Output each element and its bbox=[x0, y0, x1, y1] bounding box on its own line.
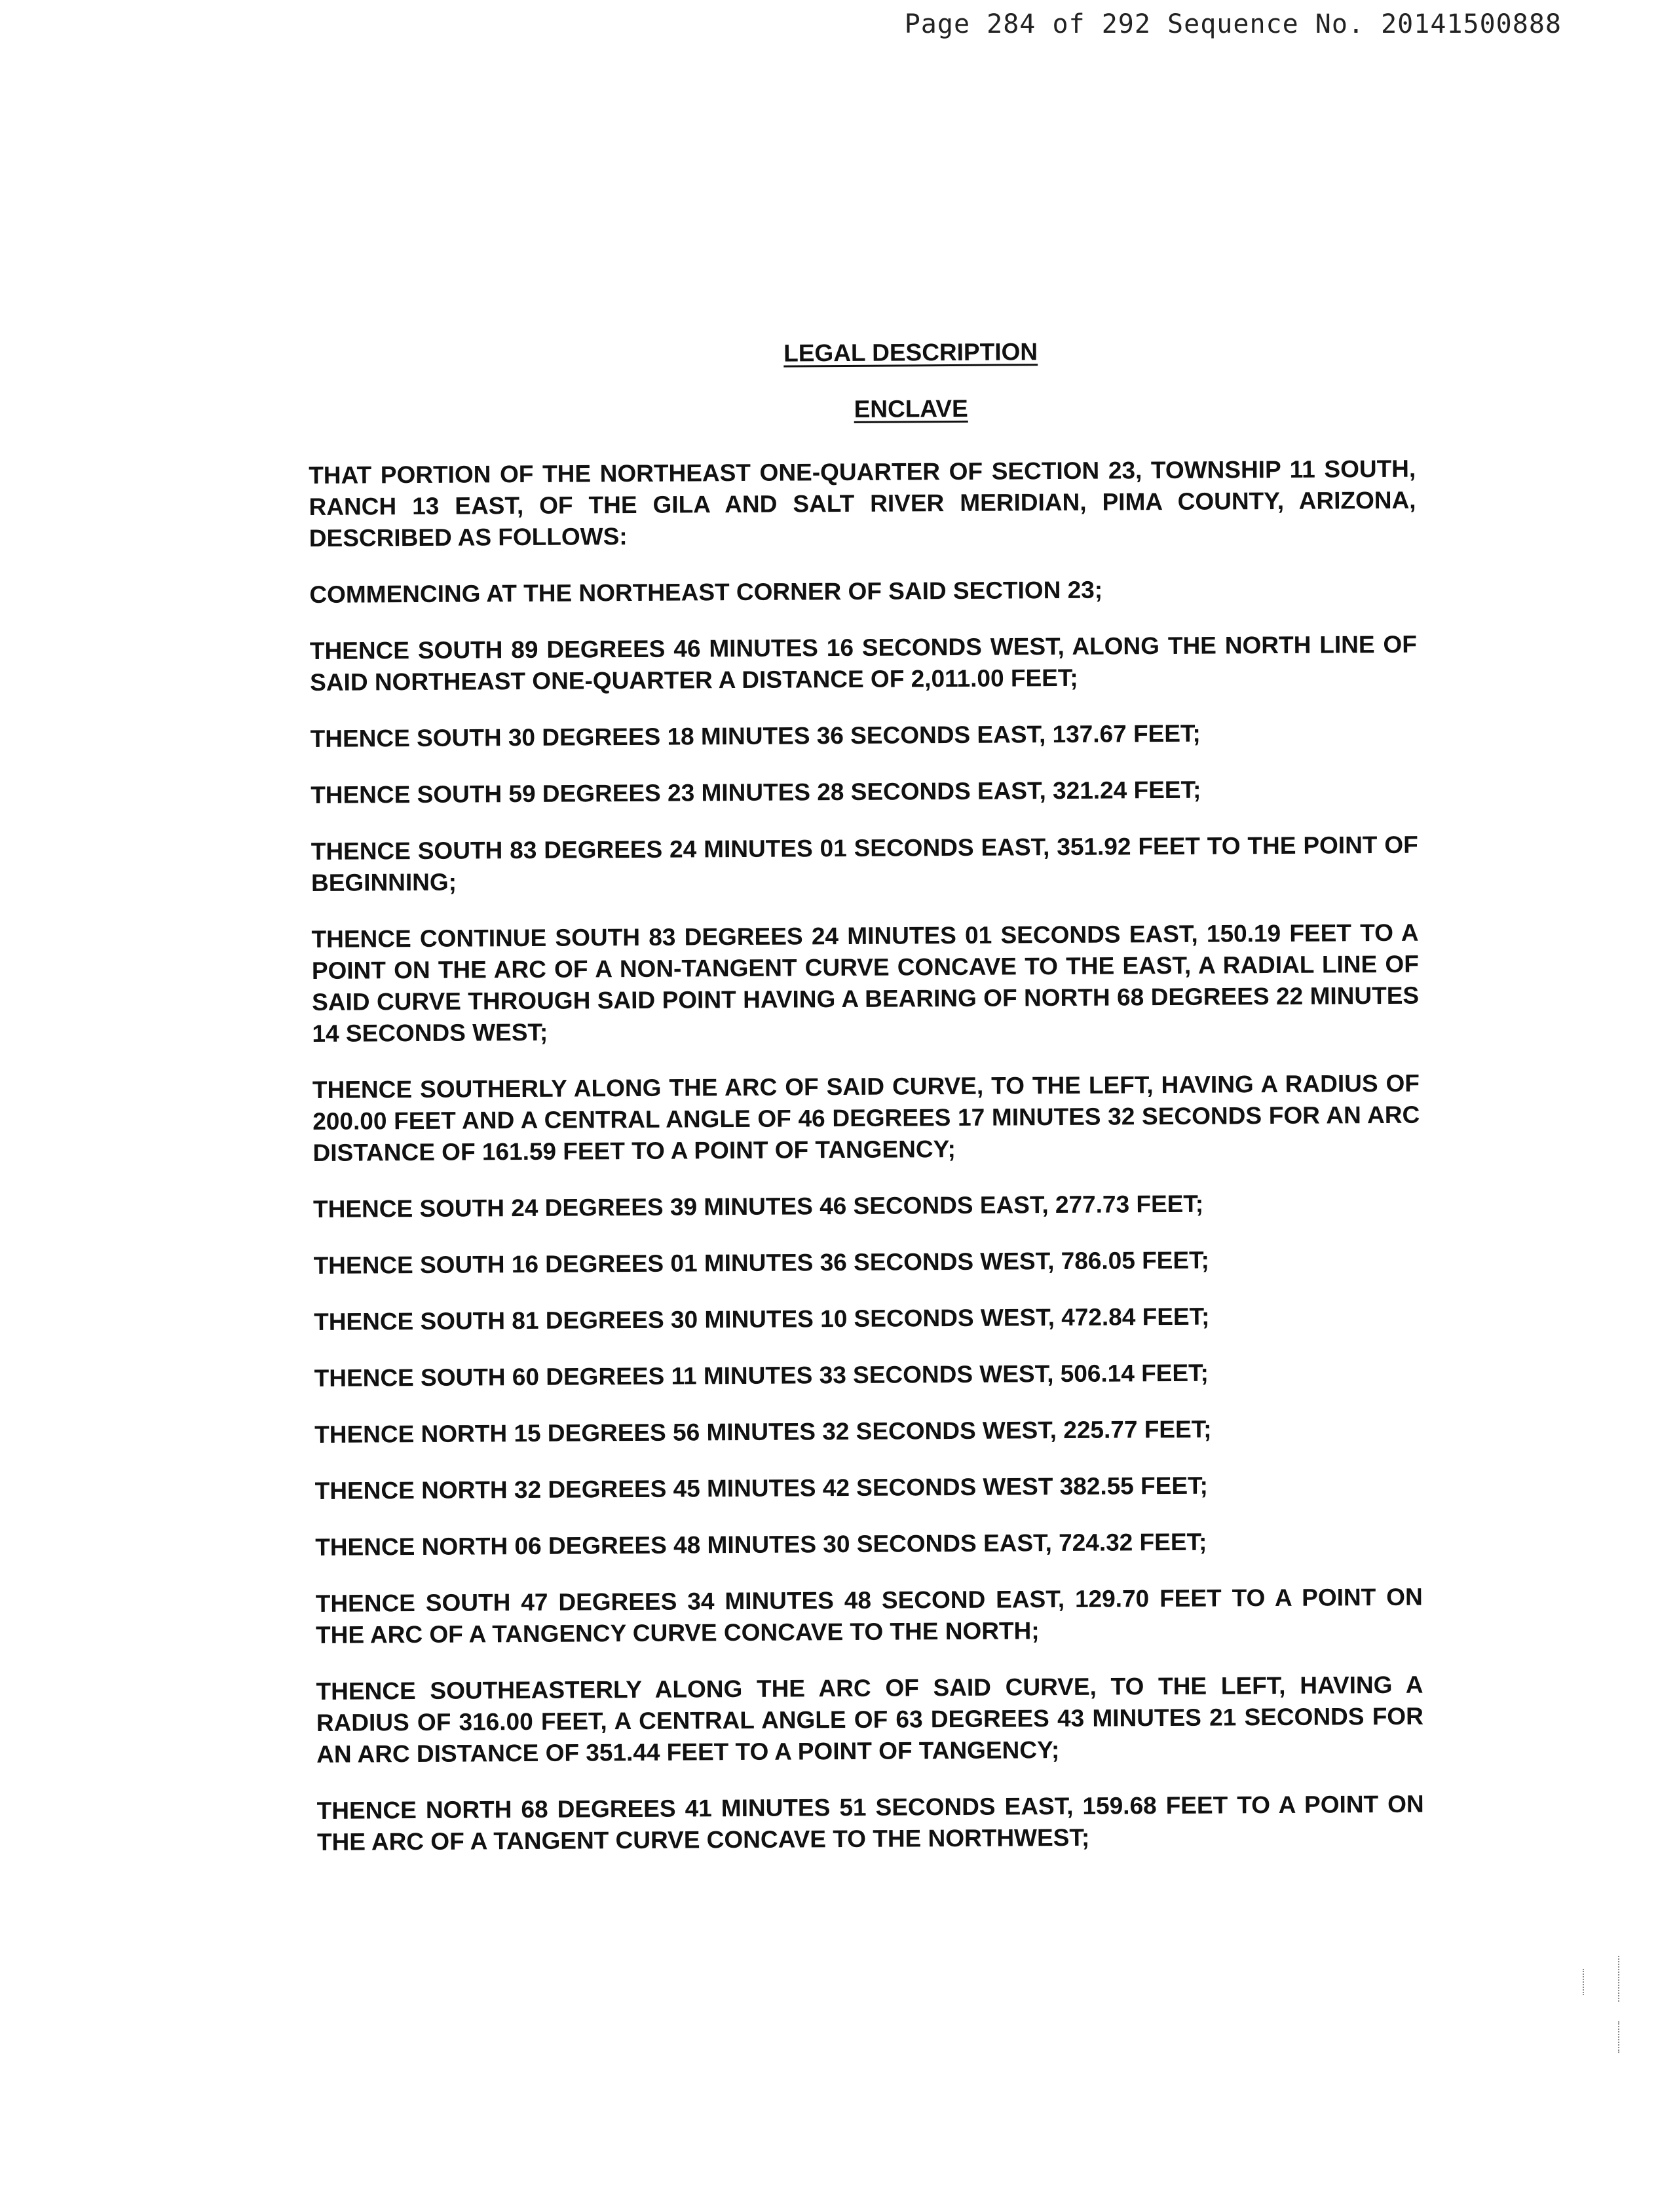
paragraph-course-2: THENCE SOUTH 30 DEGREES 18 MINUTES 36 SECONDS EAST, 137.67 FEET; bbox=[310, 719, 1201, 752]
document-subtitle: ENCLAVE bbox=[854, 394, 968, 423]
scan-mark-right-upper bbox=[1618, 1956, 1621, 2002]
legal-description-document bbox=[308, 334, 1424, 1883]
paragraph-course-13: THENCE NORTH 06 DEGREES 48 MINUTES 30 SECONDS EAST, 724.32 FEET; bbox=[315, 1528, 1207, 1561]
paragraph-course-14: THENCE SOUTH 47 DEGREES 34 MINUTES 48 SECOND EAST, 129.70 FEET TO A POINT ON THE ARC OF A TANGENCY CURVE CONCAVE TO THE NORTH; bbox=[315, 1583, 1423, 1649]
paragraph-commencing: COMMENCING AT THE NORTHEAST CORNER OF SAID SECTION 23; bbox=[309, 576, 1103, 608]
paragraph-course-8: THENCE SOUTH 16 DEGREES 01 MINUTES 36 SECONDS WEST, 786.05 FEET; bbox=[313, 1246, 1210, 1279]
paragraph-course-12: THENCE NORTH 32 DEGREES 45 MINUTES 42 SECONDS WEST 382.55 FEET; bbox=[314, 1472, 1208, 1504]
paragraph-course-10: THENCE SOUTH 60 DEGREES 11 MINUTES 33 SECONDS WEST, 506.14 FEET; bbox=[314, 1359, 1209, 1392]
paragraph-intro: THAT PORTION OF THE NORTHEAST ONE-QUARTER OF SECTION 23, TOWNSHIP 11 SOUTH, RANCH 13 EAST, OF THE GILA AND SALT RIVER MERIDIAN, PIMA COUNTY, ARIZONA, DESCRIBED AS FOLLOWS: bbox=[309, 455, 1416, 552]
paragraph-course-5: THENCE CONTINUE SOUTH 83 DEGREES 24 MINUTES 01 SECONDS EAST, 150.19 FEET TO A POINT ON THE ARC OF A NON-TANGENT CURVE CONCAVE TO THE EAST, A RADIAL LINE OF SAID CURVE THROUGH SAID POINT HAVING A BEARING OF NORTH 68 DEGREES 22 MINUTES 14 SECONDS WEST; bbox=[311, 919, 1420, 1047]
paragraph-course-1: THENCE SOUTH 89 DEGREES 46 MINUTES 16 SECONDS WEST, ALONG THE NORTH LINE OF SAID NORTHEAST ONE-QUARTER A DISTANCE OF 2,011.00 FEET; bbox=[309, 630, 1417, 696]
paragraph-course-16: THENCE NORTH 68 DEGREES 41 MINUTES 51 SECONDS EAST, 159.68 FEET TO A POINT ON THE ARC OF A TANGENT CURVE CONCAVE TO THE NORTHWEST; bbox=[316, 1790, 1424, 1856]
page-sequence-header: Page 284 of 292 Sequence No. 20141500888 bbox=[904, 9, 1562, 39]
paragraph-course-4: THENCE SOUTH 83 DEGREES 24 MINUTES 01 SECONDS EAST, 351.92 FEET TO THE POINT OF BEGINNING; bbox=[311, 831, 1418, 896]
paragraph-course-7: THENCE SOUTH 24 DEGREES 39 MINUTES 46 SECONDS EAST, 277.73 FEET; bbox=[312, 1190, 1204, 1223]
scan-mark-right-lower bbox=[1618, 2021, 1621, 2053]
paragraph-course-9: THENCE SOUTH 81 DEGREES 30 MINUTES 10 SECONDS WEST, 472.84 FEET; bbox=[314, 1303, 1210, 1335]
paragraph-course-3: THENCE SOUTH 59 DEGREES 23 MINUTES 28 SECONDS EAST, 321.24 FEET; bbox=[311, 776, 1201, 809]
scan-margin-marks bbox=[1579, 1956, 1631, 2061]
paragraph-course-11: THENCE NORTH 15 DEGREES 56 MINUTES 32 SECONDS WEST, 225.77 FEET; bbox=[314, 1415, 1212, 1448]
paragraph-course-15: THENCE SOUTHEASTERLY ALONG THE ARC OF SAID CURVE, TO THE LEFT, HAVING A RADIUS OF 316.00 FEET, A CENTRAL ANGLE OF 63 DEGREES 43 MINUTES 21 SECONDS FOR AN ARC DISTANCE OF 351.44 FEET TO A POINT OF TANGENCY; bbox=[316, 1671, 1423, 1768]
scan-mark-left bbox=[1583, 1969, 1585, 1995]
paragraph-course-6: THENCE SOUTHERLY ALONG THE ARC OF SAID CURVE, TO THE LEFT, HAVING A RADIUS OF 200.00 FEET AND A CENTRAL ANGLE OF 46 DEGREES 17 MINUTES 32 SECONDS FOR AN ARC DISTANCE OF 161.59 FEET TO A POINT OF TANGENCY; bbox=[312, 1069, 1420, 1166]
document-title: LEGAL DESCRIPTION bbox=[783, 338, 1038, 367]
